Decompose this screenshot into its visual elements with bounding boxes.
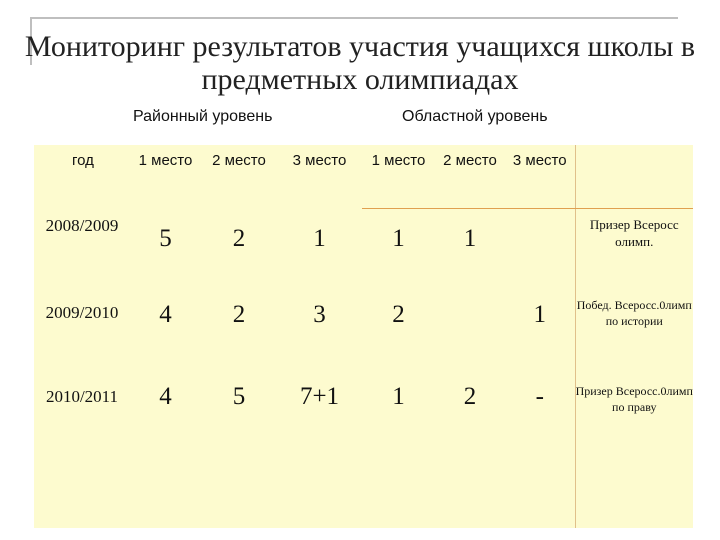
district-level-label: Районный уровень	[133, 108, 273, 125]
regional-1st-value: 2	[392, 301, 405, 328]
district-3rd-place-header: 3 место	[292, 152, 347, 169]
regional-1st-value: 1	[392, 383, 405, 410]
row-note: Побед. Всеросс.0лимп по истории	[575, 297, 693, 383]
regional-3rd-place-header: 3 место	[505, 145, 575, 209]
regional-2nd-place-header: 2 место	[435, 145, 505, 209]
row-year: 2008/2009	[45, 215, 119, 235]
district-1st-value: 4	[159, 383, 172, 410]
district-3rd-value: 1	[313, 224, 326, 252]
district-2nd-value: 5	[232, 383, 246, 410]
table-row	[34, 297, 693, 383]
regional-2nd-value: 2	[463, 383, 477, 410]
regional-3rd-value: -	[535, 383, 544, 410]
district-2nd-value: 2	[232, 224, 246, 252]
district-3rd-value: 3	[313, 301, 326, 328]
decorative-top-line	[30, 17, 678, 19]
results-table	[34, 145, 693, 528]
regional-1st-place-header: 1 место	[362, 145, 435, 209]
district-2nd-place-header: 2 место	[212, 152, 266, 169]
table-row	[34, 209, 693, 298]
regional-2nd-value	[435, 297, 505, 383]
district-1st-value: 5	[159, 224, 172, 252]
table-row	[34, 383, 693, 528]
regional-level-label: Областной уровень	[402, 108, 548, 125]
slide-title: Мониторинг результатов участия учащихся школы в предметных олимпиадах	[24, 30, 696, 96]
table-header-row	[34, 145, 693, 209]
district-3rd-value: 7+1	[299, 383, 340, 410]
row-note: Призер Всеросс.0лимп по праву	[575, 383, 693, 528]
district-2nd-value: 2	[232, 301, 246, 328]
row-year: 2010/2011	[45, 387, 119, 406]
row-year: 2009/2010	[45, 303, 119, 322]
regional-3rd-value	[505, 209, 575, 298]
regional-3rd-value: 1	[533, 301, 546, 328]
district-1st-value: 4	[159, 301, 172, 328]
regional-1st-value: 1	[392, 225, 405, 252]
notes-column-header	[575, 145, 693, 209]
regional-2nd-value: 1	[463, 225, 477, 252]
row-note: Призер Всеросс олимп.	[575, 209, 693, 298]
district-1st-place-header: 1 место	[138, 152, 193, 169]
year-column-header: год	[72, 152, 94, 169]
